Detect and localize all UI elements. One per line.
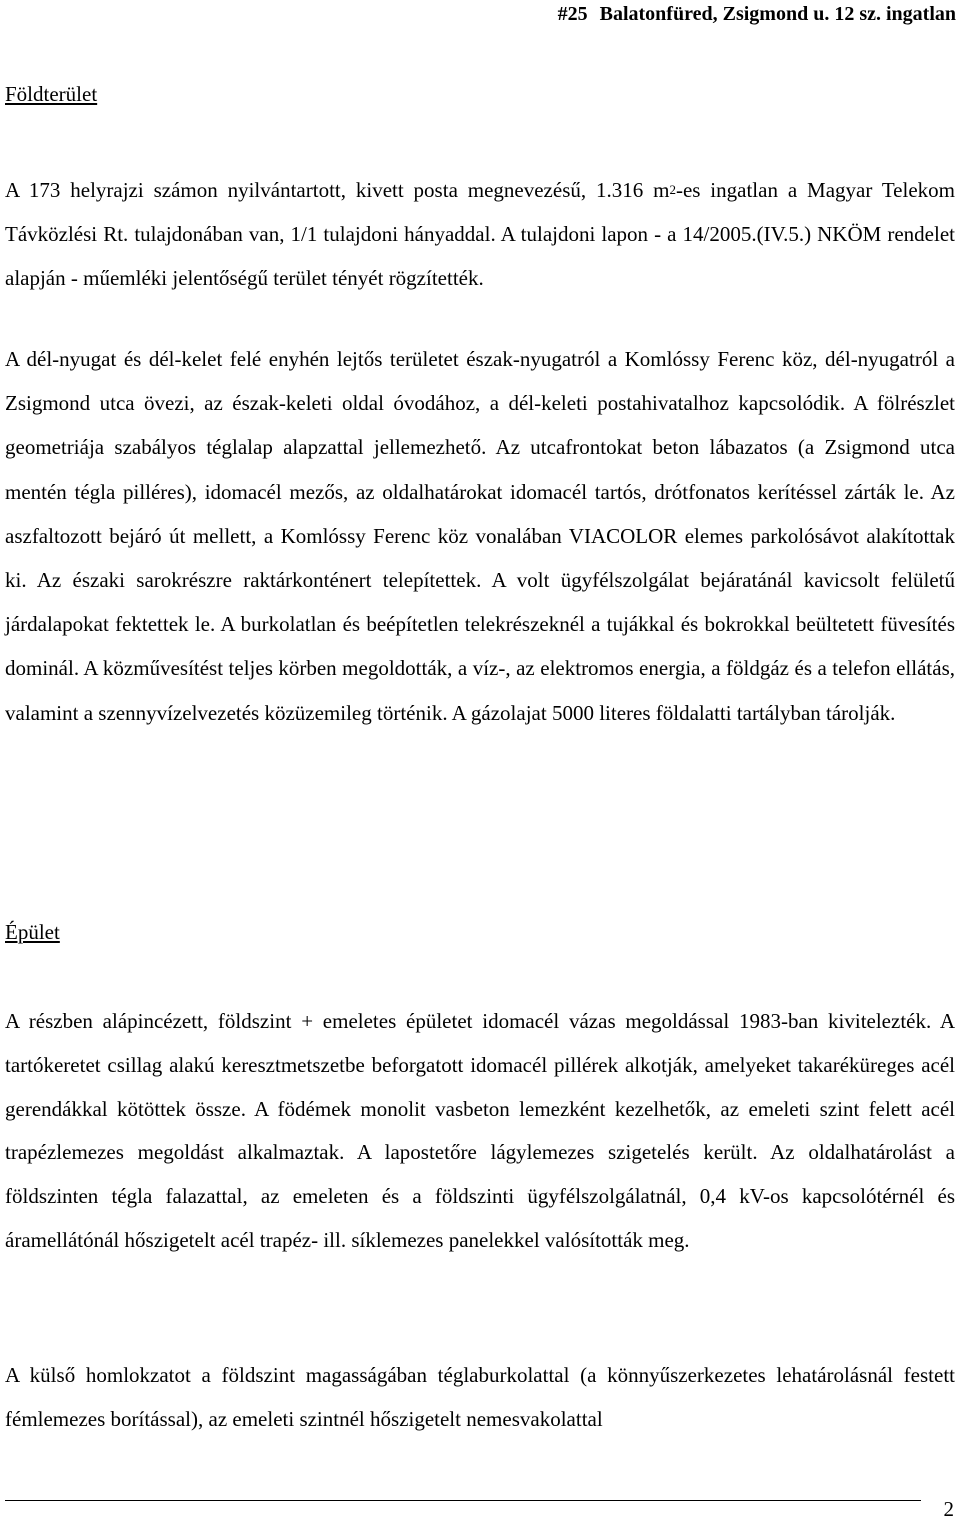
page-number: 2 [943,1497,954,1521]
land-p1-text-before: A 173 helyrajzi számon nyilvántartott, kivett posta megnevezésű, 1.316 m [5,178,670,202]
area-superscript: 2 [669,182,676,197]
land-p1-text-after: -es ingatlan a Magyar Telekom Távközlési Rt. tulajdonában van, 1/1 tulajdoni hányaddal. A tulajdoni lapon - a 14/2005.(IV.5.) NKÖM rendelet alapján - műemléki jelentőségű terület tényét rögzítették. [5,178,955,290]
property-location: Balatonfüred, Zsigmond u. 12 sz. ingatlan [599,3,956,25]
building-paragraph-facade: A külső homlokzatot a földszint magasságában téglaburkolattal (a könnyűszerkezetes lehatárolásnál festett fémlemezes borítással), az emeleti szintnél hőszigetelt nemesvakolattal [5,1363,955,1431]
land-heading: Földterület [5,82,98,106]
page-header [558,2,956,26]
footer-divider [5,1500,921,1501]
land-paragraph-description: A dél-nyugat és dél-kelet felé enyhén lejtős területet észak-nyugatról a Komlóssy Ferenc köz, dél-nyugatról a Zsigmond utca övezi, az észak-keleti oldal óvodához, a dél-keleti postahivatalhoz kapcsolódik. A fölrészlet geometriája szabályos téglalap alapzattal jellemezhető. Az utcafrontokat beton lábazatos (a Zsigmond utca mentén tégla pilléres), idomacél mezős, az oldalhatárokat idomacél tartós, drótfonatos kerítéssel zárták le. Az aszfaltozott bejáró út mellett, a Komlóssy Ferenc köz vonalában VIACOLOR elemes parkolósávot alakítottak ki. Az északi sarokrészre raktárkonténert telepítettek. A volt ügyfélszolgálat bejáratánál kavicsolt felületű járdalapokat fektettek le. A burkolatlan és beépítetlen telekrészeknél a tujákkal és bokrokkal beültetett füvesítés dominál. A közművesítést teljes körben megoldották, a víz-, az elektromos energia, a földgáz és a telefon ellátás, valamint a szennyvízelvezetés közüzemileg történik. A gázolajat 5000 literes földalatti tartályban tárolják. [5,347,955,725]
building-paragraph-structure: A részben alápincézett, földszint + emeletes épületet idomacél vázas megoldással 1983-ban kivitelezték. A tartókeretet csillag alakú keresztmetszetbe beforgatott idomacél pillérek alkotják, amelyeket takaréküreges acél gerendákkal kötöttek össze. A födémek monolit vasbeton lemezként kezelhetők, az emeleti szint felett acél trapézlemezes megoldást alkalmaztak. A lapostetőre lágylemezes szigetelés került. Az oldalhatárolást a földszinten tégla falazattal, az emeleten és a földszinti ügyfélszolgálatnál, 0,4 kV-os kapcsolótérnél és áramellátónál hőszigetelt acél trapéz- ill. síklemezes panelekkel valósították meg. [5,1009,955,1252]
land-paragraph-ownership [5,168,955,300]
building-heading: Épület [5,920,60,944]
property-number: #25 [557,3,588,25]
